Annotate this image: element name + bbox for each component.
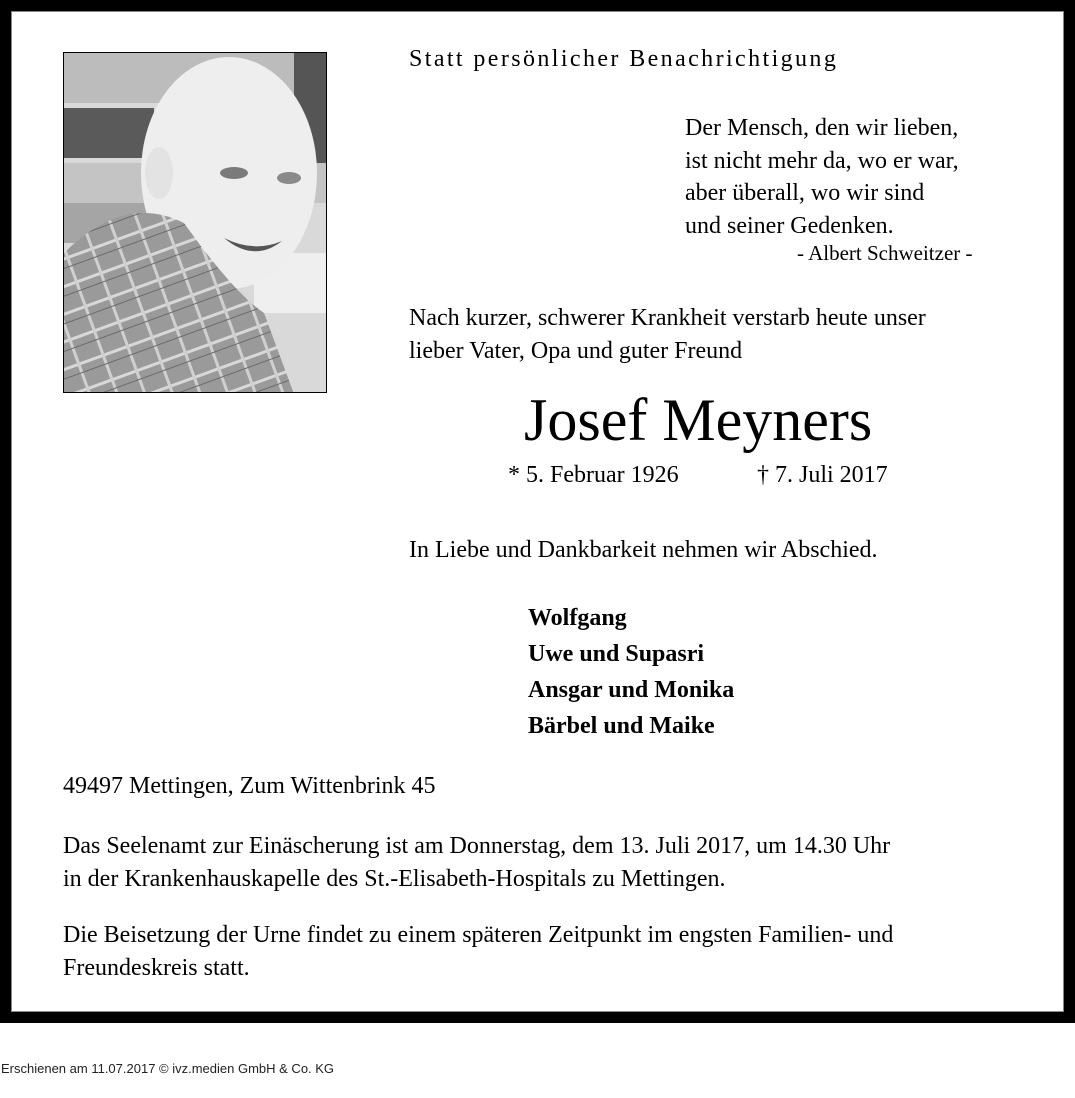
mourner-name: Wolfgang [528, 605, 627, 631]
farewell-text: In Liebe und Dankbarkeit nehmen wir Abschied. [409, 537, 878, 563]
burial-line: Freundeskreis statt. [63, 955, 250, 981]
mourner-name: Uwe und Supasri [528, 641, 705, 667]
quote [685, 112, 959, 242]
mourner-name: Bärbel und Maike [528, 713, 715, 739]
funeral-service-info [63, 830, 890, 896]
mourner-name: Ansgar und Monika [528, 677, 735, 703]
burial-info [63, 919, 893, 985]
quote-author: - Albert Schweitzer - [797, 241, 973, 265]
headline: Statt persönlicher Benachrichtigung [409, 46, 839, 72]
quote-line: und seiner Gedenken. [685, 212, 894, 239]
death-date: † 7. Juli 2017 [757, 462, 888, 488]
service-line: in der Krankenhauskapelle des St.-Elisabeth-Hospitals zu Mettingen. [63, 866, 726, 892]
birth-date: * 5. Februar 1926 [508, 462, 679, 488]
quote-line: aber überall, wo wir sind [685, 180, 925, 206]
death-announcement [409, 302, 926, 367]
mourners-list [528, 600, 734, 744]
service-line: Das Seelenamt zur Einäscherung ist am Donnerstag, dem 13. Juli 2017, um 14.30 Uhr [63, 833, 891, 859]
announcement-line: lieber Vater, Opa und guter Freund [409, 337, 743, 364]
family-address: 49497 Mettingen, Zum Wittenbrink 45 [63, 773, 436, 799]
deceased-name: Josef Meyners [524, 387, 873, 453]
publication-footer: Erschienen am 11.07.2017 © ivz.medien GmbH & Co. KG [1, 1061, 335, 1076]
portrait-photo [63, 52, 327, 393]
announcement-line: Nach kurzer, schwerer Krankheit verstarb heute unser [409, 305, 926, 331]
quote-line: Der Mensch, den wir lieben, [685, 115, 959, 141]
burial-line: Die Beisetzung der Urne findet zu einem späteren Zeitpunkt im engsten Familien- und [63, 922, 894, 948]
quote-line: ist nicht mehr da, wo er war, [685, 147, 959, 174]
portrait-image [64, 53, 327, 393]
